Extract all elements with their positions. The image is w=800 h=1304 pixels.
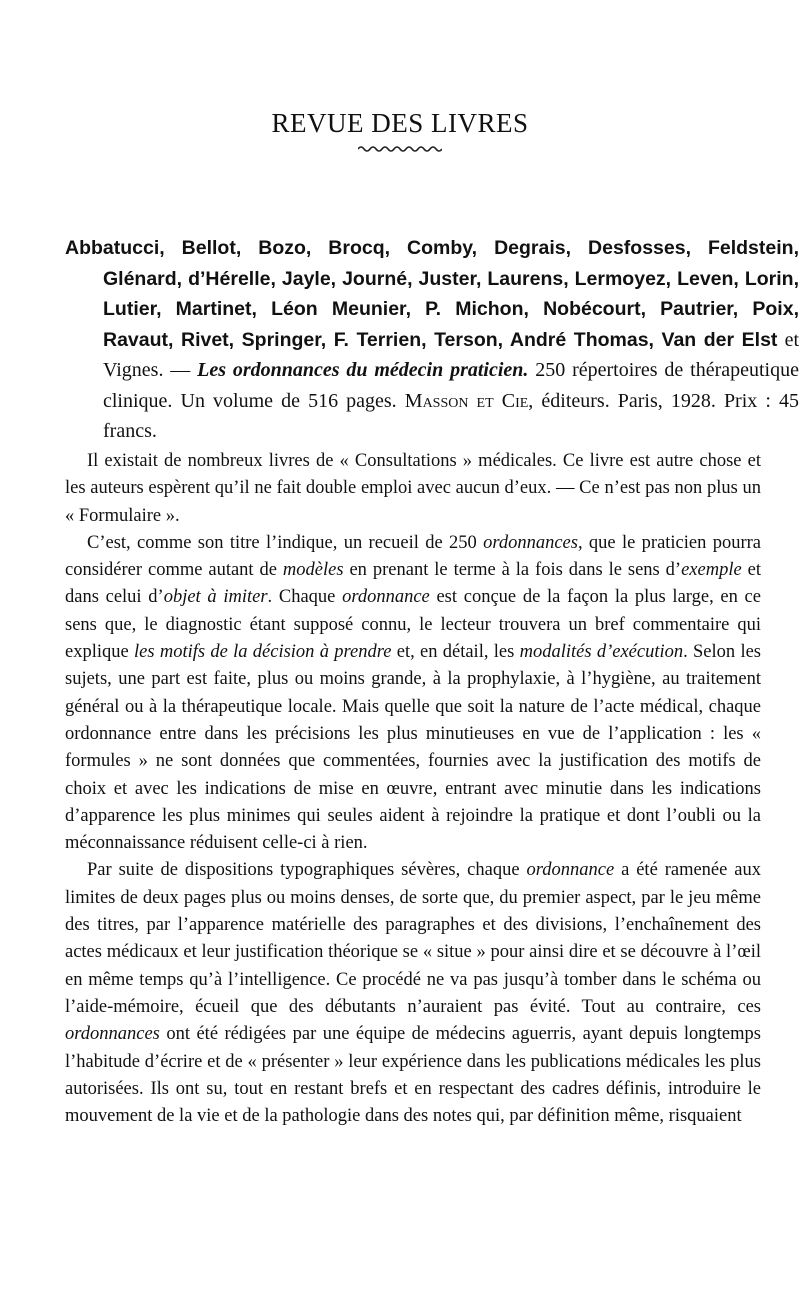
text-run: est conçue de la façon la plus large, en ce sens que, le diagnostic étant supposé connu, le lecteur trouvera un bref commentaire qui explique [65,587,761,663]
book-description: 250 répertoires de thérapeutique clinique. Un volume de 516 pages. [103,359,799,412]
text-run: en prenant le terme à la fois dans le sens d’ [343,560,682,581]
wavy-ornament-icon [358,143,442,155]
review-paragraph-2 [65,530,761,858]
text-run: et, en détail, les [391,642,520,663]
review-paragraph-1: Il existait de nombreux livres de « Consultations » médicales. Ce livre est autre chose et les auteurs espèrent qu’il ne fait double emploi avec aucun d’eux. — Ce n’est pas non plus un « Formulaire ». [65,451,761,526]
text-run: . Chaque [267,587,343,608]
review-paragraph-3 [65,857,761,1130]
italic-run: objet à imiter [163,587,268,608]
italic-run: les motifs de la décision à prendre [134,642,392,663]
book-title: Les ordonnances du médecin praticien. [197,359,529,381]
review-body [65,448,761,1130]
book-publisher: Masson et Cie [404,389,529,412]
text-run: Par suite de dispositions typographiques sévères, chaque [87,860,527,881]
italic-run: ordonnances [65,1024,160,1045]
italic-run: ordonnance [526,860,615,881]
text-run: , que le praticien pourra considérer comme autant de [65,532,761,581]
book-publication-info: , éditeurs. Paris, 1928. Prix : 45 francs. [103,389,799,442]
italic-run: ordonnance [342,587,430,608]
italic-run: modèles [282,560,344,581]
italic-run: modalités d’exécution [519,642,684,663]
book-authors: Abbatucci, Bellot, Bozo, Brocq, Comby, Degrais, Desfosses, Feldstein, Glénard, d’Hérelle, Jayle, Journé, Juster, Laurens, Lermoyez, Leven, Lorin, Lutier, Martinet, Léon Meunier, P. Michon, Nobécourt, Pautrier, Poix, Ravaut, Rivet, Springer, F. Terrien, Terson, André Thomas, Van der Elst [65,237,799,351]
italic-run: exemple [681,560,742,581]
text-run: et dans celui d’ [65,560,761,608]
text-run: ont été rédigées par une équipe de médecins aguerris, ayant depuis longtemps l’habitude d’écrire et de « présenter » leur expérience dans les publications médicales les plus autorisées. Ils ont su, tout en restant brefs et en respectant des cadres définis, introduire le mouvement de la vie et de la pathologie dans des notes qui, par définition même, risquaient [65,1024,761,1127]
entry-dash: — [163,359,198,381]
page-title: REVUE DES LIVRES [271,108,529,139]
book-authors-end: et Vignes. [103,328,800,381]
italic-run: ordonnances [483,532,578,553]
text-run: C’est, comme son titre l’indique, un recueil de 250 [87,532,484,553]
text-run: a été ramenée aux limites de deux pages plus ou moins denses, de sorte que, du premier aspect, par le jeu même des titres, par l’apparence matérielle des paragraphes et des divisions, l’enchaînement des actes médicaux et leur justification théorique se « situe » pour ainsi dire et se découvre à l’œil en même temps qu’à l’intelligence. Ce procédé ne va pas jusqu’à tomber dans le schéma ou l’aide-mémoire, écueil que des débutants n’auraient pas évité. Tout au contraire, ces [65,860,761,1017]
book-entry [65,233,799,447]
text-run: . Selon les sujets, une part est faite, plus ou moins grande, à la prophylaxie, à l’hygiène, au traitement général ou à la thérapeutique locale. Mais quelle que soit la nature de l’acte médical, chaque ordonnance entre dans les précisions les plus minutieuses en vue de l’application : les « formules » ne sont données que commentées, fournies avec la justification des motifs de choix et avec les indications de mise en œuvre, entrant avec minutie dans les indications d’apparence les plus minimes qui seules aident à rejoindre la pratique et dont l’oubli ou la méconnaissance réduisent celle-ci à rien. [65,642,761,854]
